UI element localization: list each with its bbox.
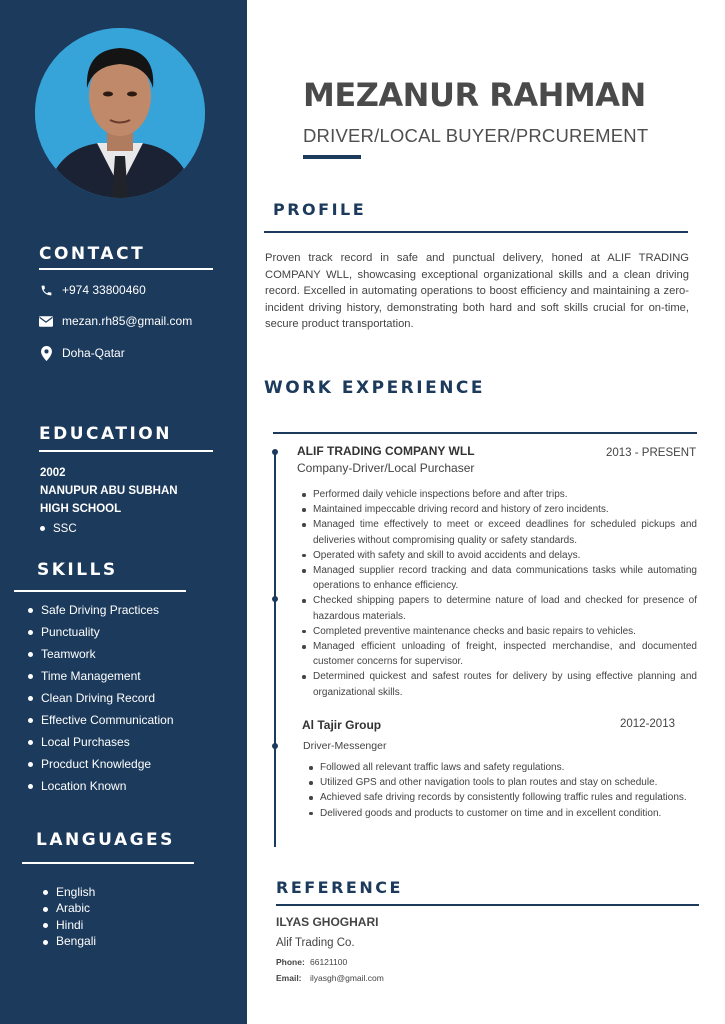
reference-title: REFERENCE bbox=[276, 878, 403, 897]
skills-divider bbox=[14, 590, 186, 592]
language-item: English bbox=[43, 884, 96, 900]
work-experience-title: WORK EXPERIENCE bbox=[264, 378, 486, 398]
language-item: Bengali bbox=[43, 933, 96, 949]
education-title: EDUCATION bbox=[39, 424, 172, 444]
languages-title: LANGUAGES bbox=[36, 830, 175, 850]
contact-location bbox=[38, 346, 125, 360]
skill-item: Location Known bbox=[28, 776, 174, 798]
skill-item: Safe Driving Practices bbox=[28, 600, 174, 622]
list-item: Managed efficient unloading of freight, inspected merchandise, and documented customer concerns for supervisor. bbox=[298, 639, 697, 669]
reference-email bbox=[276, 973, 384, 983]
timeline-dot bbox=[272, 743, 278, 749]
role-underline bbox=[303, 155, 361, 159]
skill-item: Procduct Knowledge bbox=[28, 754, 174, 776]
list-item: Followed all relevant traffic laws and safety regulations. bbox=[305, 760, 709, 775]
list-item: Delivered goods and products to customer on time and in excellent condition. bbox=[305, 806, 709, 821]
timeline-dot bbox=[272, 596, 278, 602]
contact-email-text: mezan.rh85@gmail.com bbox=[62, 314, 193, 328]
candidate-name: MEZANUR RAHMAN bbox=[303, 76, 646, 114]
contact-location-text: Doha-Qatar bbox=[62, 346, 125, 360]
work-experience-divider bbox=[273, 432, 697, 434]
list-item: Maintained impeccable driving record and history of zero incidents. bbox=[298, 502, 697, 517]
timeline-line bbox=[274, 451, 276, 847]
skill-item: Punctuality bbox=[28, 622, 174, 644]
contact-divider bbox=[39, 268, 213, 270]
languages-divider bbox=[22, 862, 194, 864]
list-item: Performed daily vehicle inspections before and after trips. bbox=[298, 487, 697, 502]
reference-phone bbox=[276, 957, 347, 967]
timeline-dot bbox=[272, 449, 278, 455]
education-degree-text: SSC bbox=[53, 523, 77, 535]
list-item: Managed supplier record tracking and data communications tasks while automating operations to enhance efficiency. bbox=[298, 563, 697, 593]
language-item: Hindi bbox=[43, 917, 96, 933]
skill-item: Effective Communication bbox=[28, 710, 174, 732]
education-entry bbox=[40, 464, 178, 518]
job-duties-list bbox=[298, 487, 697, 700]
reference-company: Alif Trading Co. bbox=[276, 937, 355, 949]
profile-divider bbox=[264, 231, 688, 233]
phone-icon bbox=[38, 283, 54, 297]
skill-item: Clean Driving Record bbox=[28, 688, 174, 710]
job-company: ALIF TRADING COMPANY WLL bbox=[297, 444, 475, 458]
list-item: Operated with safety and skill to avoid accidents and delays. bbox=[298, 548, 697, 563]
profile-title: PROFILE bbox=[273, 200, 367, 219]
bullet-dot bbox=[40, 526, 45, 531]
skill-item: Time Management bbox=[28, 666, 174, 688]
job-dates: 2013 - PRESENT bbox=[606, 447, 697, 459]
reference-phone-value: 66121100 bbox=[310, 957, 348, 967]
job-position: Company-Driver/Local Purchaser bbox=[297, 461, 475, 475]
education-year: 2002 bbox=[40, 467, 66, 479]
contact-email bbox=[38, 314, 192, 328]
list-item: Completed preventive maintenance checks and basic repairs to vehicles. bbox=[298, 624, 697, 639]
sidebar bbox=[0, 0, 247, 1024]
job-company: Al Tajir Group bbox=[302, 718, 382, 732]
profile-photo bbox=[35, 28, 205, 198]
job-dates: 2012-2013 bbox=[620, 718, 675, 730]
reference-email-label: Email: bbox=[276, 973, 302, 983]
list-item: Checked shipping papers to determine nature of load and checked for presence of hazardous materials. bbox=[298, 593, 697, 623]
skills-title: SKILLS bbox=[37, 560, 118, 580]
list-item: Achieved safe driving records by consistently following traffic rules and regulations. bbox=[305, 790, 709, 805]
skill-item: Local Purchases bbox=[28, 732, 174, 754]
reference-email-value: ilyasgh@gmail.com bbox=[310, 973, 384, 983]
education-school-line1: NANUPUR ABU SUBHAN bbox=[40, 485, 178, 497]
location-pin-icon bbox=[38, 346, 54, 360]
profile-text: Proven track record in safe and punctual delivery, honed at ALIF TRADING COMPANY WLL, showcasing exceptional organizational skills and a clean driving record. Excelled in automating operations to boost efficiency and maintaining a zero-incident driving history, demonstrating both hard and soft skills crucial for on-time, secure product transportation. bbox=[265, 252, 689, 330]
candidate-role: DRIVER/LOCAL BUYER/PRCUREMENT bbox=[303, 125, 649, 146]
list-item: Determined quickest and safest routes for delivery by using effective planning and organizational skills. bbox=[298, 669, 697, 699]
language-item: Arabic bbox=[43, 900, 96, 916]
mail-icon bbox=[38, 314, 54, 328]
job-position: Driver-Messenger bbox=[303, 740, 387, 752]
skills-list bbox=[28, 600, 174, 798]
list-item: Managed time effectively to meet or exceed deadlines for scheduled pickups and deliveries without compromising quality or safety standards. bbox=[298, 517, 697, 547]
reference-name: ILYAS GHOGHARI bbox=[276, 915, 379, 929]
contact-phone bbox=[38, 283, 146, 297]
education-school-line2: HIGH SCHOOL bbox=[40, 503, 122, 515]
list-item: Utilized GPS and other navigation tools to plan routes and stay on schedule. bbox=[305, 775, 709, 790]
reference-phone-label: Phone: bbox=[276, 957, 305, 967]
job-duties-list bbox=[305, 760, 709, 821]
languages-list bbox=[43, 884, 96, 950]
contact-title: CONTACT bbox=[39, 244, 146, 264]
contact-phone-text: +974 33800460 bbox=[62, 283, 146, 297]
reference-divider bbox=[276, 904, 699, 906]
skill-item: Teamwork bbox=[28, 644, 174, 666]
education-degree bbox=[40, 523, 77, 535]
education-divider bbox=[39, 450, 213, 452]
